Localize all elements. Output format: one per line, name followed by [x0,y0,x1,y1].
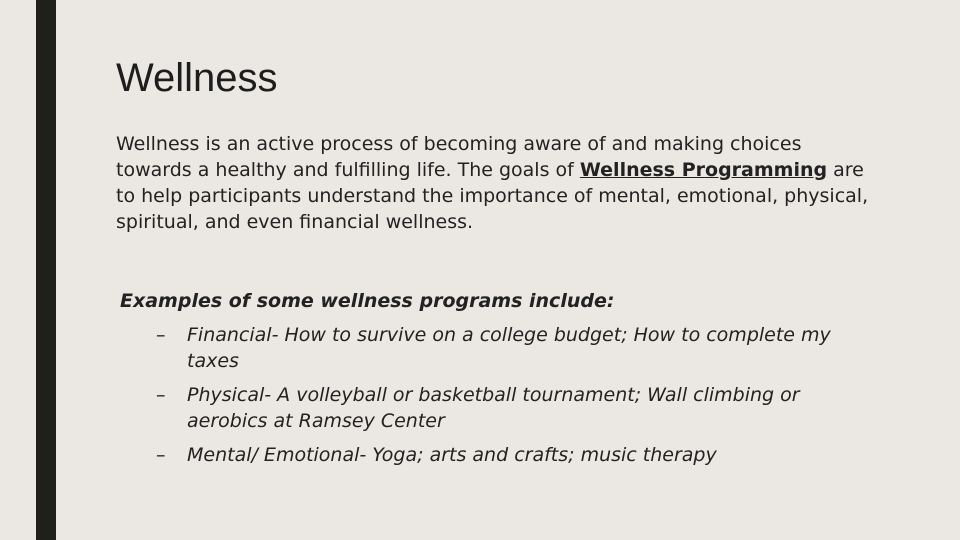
intro-paragraph [116,131,876,235]
list-item-physical [120,382,847,434]
intro-text-end: are to help participants understand the importance of mental, emotional, physical, spiritual, and even financial wellness. [116,159,869,233]
examples-heading: Examples of some wellness programs include: [120,290,615,312]
examples-section [120,288,880,476]
slide-title: Wellness [116,56,278,100]
list-item-text: Financial- How to survive on a college budget; How to complete my taxes [187,324,831,372]
dash-bullet: – [156,384,166,406]
intro-text-start: Wellness is an active process of becoming aware of and making choices towards a healthy and fulfilling life. The goals of [116,133,802,181]
examples-list [120,322,880,468]
list-item-financial [120,322,847,374]
accent-bar [36,0,56,540]
list-item-text: Mental/ Emotional- Yoga; arts and crafts; music therapy [187,444,717,466]
list-item-mental-emotional [120,442,847,468]
intro-emphasis: Wellness Programming [579,159,828,181]
dash-bullet: – [156,444,166,466]
dash-bullet: – [156,324,166,346]
list-item-text: Physical- A volleyball or basketball tournament; Wall climbing or aerobics at Ramsey Center [187,384,800,432]
